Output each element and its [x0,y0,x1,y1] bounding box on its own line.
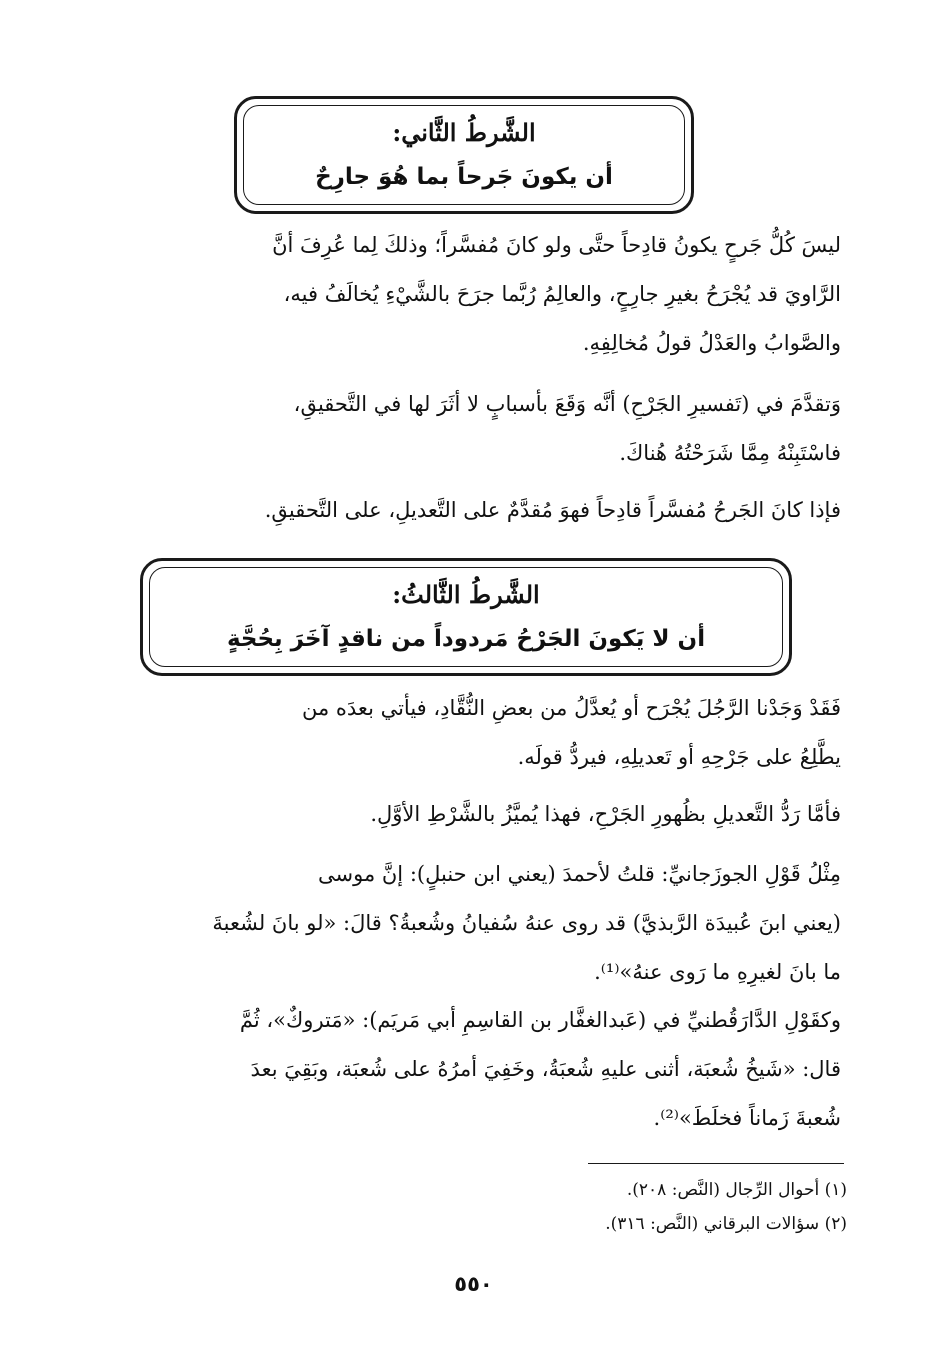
section-heading-inner [149,567,783,667]
paragraph [97,996,841,1143]
paragraph [97,850,841,997]
text-line: فاسْتَبِنْهُ مِمَّا شَرَحْتُهُ هُناكَ. [619,441,841,465]
section-heading-inner [243,105,685,205]
footnote-divider [588,1163,844,1164]
text-line: وكقَوْلِ الدَّارَقُطنيِّ في (عَبدالغفَّار بن القاسِمِ أبي مَريَم): «مَتروكٌ»، ثُمَّ [239,1008,841,1032]
page-number: ٥٥٠ [454,1272,493,1296]
text-line: فَقَدْ وَجَدْنا الرَّجُلَ يُجْرَح أو يُعدَّلُ من بعضِ النُّقَّادِ، فيأتي بعدَه من [302,696,841,720]
text-line: يطَّلِعُ على جَرْحِهِ أو تَعديلِهِ، فيردُّ قولَه. [517,745,841,769]
text-line: (يعني ابنَ عُبيدَة الرَّبذيَّ) قد روى عنهُ سُفيانُ وشُعبةُ؟ قالَ: «لو بانَ لشُعبةَ [212,911,841,935]
section-title: الشَّرطُ الثَّالثُ: [392,580,540,609]
text-line: ليسَ كُلُّ جَرحٍ يكونُ قادِحاً حتَّى ولو كانَ مُفسَّراً؛ وذلكَ لِما عُرِفَ أنَّ [272,233,841,257]
paragraph [97,790,841,839]
text-line: قال: «شَيخُ شُعبَة، أثنى عليهِ شُعبَةُ، وخَفِيَ أمرُهُ على شُعبَة، وبَقِيَ بعدَ [250,1057,841,1081]
text-line: ما بانَ لغيرِهِ ما رَوى عنهُ»⁽¹⁾. [594,960,841,984]
paragraph [97,221,841,368]
text-line: فأمَّا رَدُّ التَّعديلِ بظُهورِ الجَرْحِ، فهذا يُميَّزُ بالشَّرْطِ الأوَّلِ. [370,802,841,826]
text-line: مِثْلُ قَوْلِ الجوزَجانيِّ: قلتُ لأحمدَ (يعني ابن حنبلٍ): إنَّ موسى [318,862,841,886]
section-subtitle: أن يكونَ جَرحاً بما هُوَ جارِحٌ [315,164,613,190]
text-line: الرَّاويَ قد يُجْرَحُ بغيرِ جارِحٍ، والعالِمُ رُبَّما جرَحَ بالشَّيْءِ يُخالَفُ فيه، [283,282,841,306]
paragraph [97,684,841,782]
section-subtitle: أن لا يَكونَ الجَرْحُ مَردوداً من ناقدٍ آخَرَ بِحُجَّةٍ [226,626,706,652]
text-line: فإذا كانَ الجَرحُ مُفسَّراً قادِحاً فهوَ مُقدَّمٌ على التَّعديلِ، على التَّحقيقِ. [264,498,841,522]
paragraph [97,486,841,535]
section-heading-box [140,558,792,676]
text-line: وَتقدَّمَ في (تَفسيرِ الجَرْحِ) أنَّه وَقَعَ بأسبابٍ لا أثَرَ لها في التَّحقيقِ، [293,392,841,416]
footnote: (١) أحوال الرِّجال (النَّص: ٢٠٨). [626,1180,847,1200]
text-line: والصَّوابُ والعَدْلُ قولُ مُخالِفِهِ. [582,331,841,355]
footnote: (٢) سؤالات البرقاني (النَّص: ٣١٦). [605,1214,847,1234]
text-line: شُعبةَ زَماناً فخلَطَ»⁽²⁾. [653,1106,841,1130]
section-heading-box [234,96,694,214]
paragraph [97,380,841,478]
section-title: الشَّرطُ الثَّاني: [392,118,536,147]
